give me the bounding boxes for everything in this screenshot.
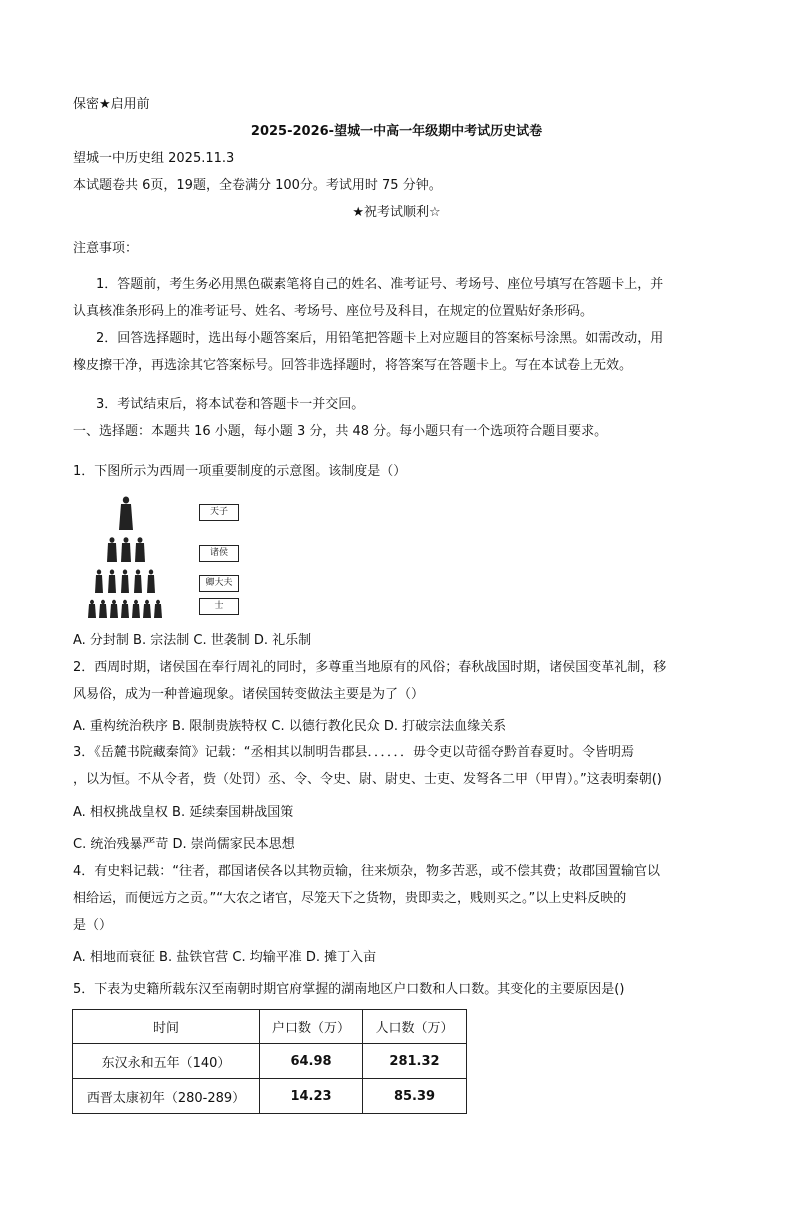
- table-cell: 85.39: [363, 1079, 467, 1114]
- q4-options: A. 相地而衰征 B. 盐铁官营 C. 均输平准 D. 摊丁入亩: [73, 950, 377, 965]
- table-row: [73, 1044, 467, 1079]
- q4-stem-line-1: 4．有史料记载：“往者，郡国诸侯各以其物贡输，往来烦杂，物多苦恶，或不偿其费；故郡国置输官以: [73, 864, 661, 879]
- exam-summary: 本试题卷共 6页，19题，全卷满分 100分。考试用时 75 分钟。: [73, 178, 442, 193]
- good-luck-wish: ★祝考试顺利☆: [352, 205, 441, 220]
- exam-title: 2025-2026-望城一中高一年级期中考试历史试卷: [250, 124, 543, 139]
- notes-heading: 注意事项：: [73, 241, 139, 256]
- table-header-row: [73, 1010, 467, 1044]
- q2-stem-line-1: 2．西周时期，诸侯国在奉行周礼的同时，多尊重当地原有的风俗；春秋战国时期，诸侯国变革礼制，移: [73, 660, 667, 675]
- rank-label-zhuhou: 诸侯: [199, 545, 239, 562]
- note-1-line-1: 1．答题前，考生务必用黑色碳素笔将自己的姓名、准考证号、考场号、座位号填写在答题卡上，并: [96, 277, 664, 292]
- note-3: 3．考试结束后，将本试卷和答题卡一并交回。: [96, 397, 365, 412]
- q4-stem-line-3: 是（）: [73, 918, 113, 933]
- table-cell: 281.32: [363, 1044, 467, 1079]
- table-header-cell: 户口数（万）: [260, 1010, 363, 1044]
- q3-options-line-2: C. 统治残暴严苛 D. 崇尚儒家民本思想: [73, 837, 295, 852]
- q5-stem: 5．下表为史籍所载东汉至南朝时期官府掌握的湖南地区户口数和人口数。其变化的主要原因是(): [73, 982, 625, 997]
- rank-label-qingdafu: 卿大夫: [199, 575, 239, 592]
- confidential-label: 保密★启用前: [73, 97, 150, 112]
- section-1-heading: 一、选择题：本题共 16 小题，每小题 3 分，共 48 分。每小题只有一个选项符合题目要求。: [73, 424, 608, 439]
- q4-stem-line-2: 相给运，而便远方之贡。”“大农之诸官，尽笼天下之货物，贵即卖之，贱则买之。”以上史料反映的: [73, 891, 627, 906]
- feudal-hierarchy-figure: [86, 492, 246, 622]
- note-2-line-2: 橡皮擦干净，再选涂其它答案标号。回答非选择题时，将答案写在答题卡上。写在本试卷上无效。: [73, 358, 633, 373]
- rank-label-tianzi: 天子: [199, 504, 239, 521]
- population-table: [72, 1009, 467, 1114]
- table-header-cell: 人口数（万）: [363, 1010, 467, 1044]
- table-row: [73, 1079, 467, 1114]
- q2-options: A. 重构统治秩序 B. 限制贵族特权 C. 以德行教化民众 D. 打破宗法血缘关系: [73, 719, 507, 734]
- table-cell: 西晋太康初年（280-289）: [73, 1079, 260, 1114]
- table-header-cell: 时间: [73, 1010, 260, 1044]
- q3-stem-line-2: ，以为恒。不从令者，赀（处罚）丞、令、令史、尉、尉史、士吏、发弩各二甲（甲胄）。”这表明秦朝(): [73, 772, 662, 787]
- q3-options-line-1: A. 相权挑战皇权 B. 延续秦国耕战国策: [73, 805, 294, 820]
- note-2-line-1: 2．回答选择题时，选出每小题答案后，用铅笔把答题卡上对应题目的答案标号涂黑。如需改动，用: [96, 331, 664, 346]
- table-cell: 64.98: [260, 1044, 363, 1079]
- q1-options: A. 分封制 B. 宗法制 C. 世袭制 D. 礼乐制: [73, 633, 312, 648]
- rank-label-shi: 士: [199, 598, 239, 615]
- table-cell: 东汉永和五年（140）: [73, 1044, 260, 1079]
- q1-stem: 1．下图所示为西周一项重要制度的示意图。该制度是（）: [73, 464, 407, 479]
- note-1-line-2: 认真核准条形码上的准考证号、姓名、考场号、座位号及科目，在规定的位置贴好条形码。: [73, 304, 594, 319]
- table-cell: 14.23: [260, 1079, 363, 1114]
- pyramid-figures-image: [86, 492, 196, 622]
- q3-stem-line-1: 3．《岳麓书院藏秦简》记载：“丞相其以制明告郡县．．．．．．毋令吏以苛徭夺黔首春夏时。令皆明焉: [73, 745, 635, 760]
- author-date: 望城一中历史组 2025.11.3: [73, 151, 235, 166]
- q2-stem-line-2: 风易俗，成为一种普遍现象。诸侯国转变做法主要是为了（）: [73, 687, 425, 702]
